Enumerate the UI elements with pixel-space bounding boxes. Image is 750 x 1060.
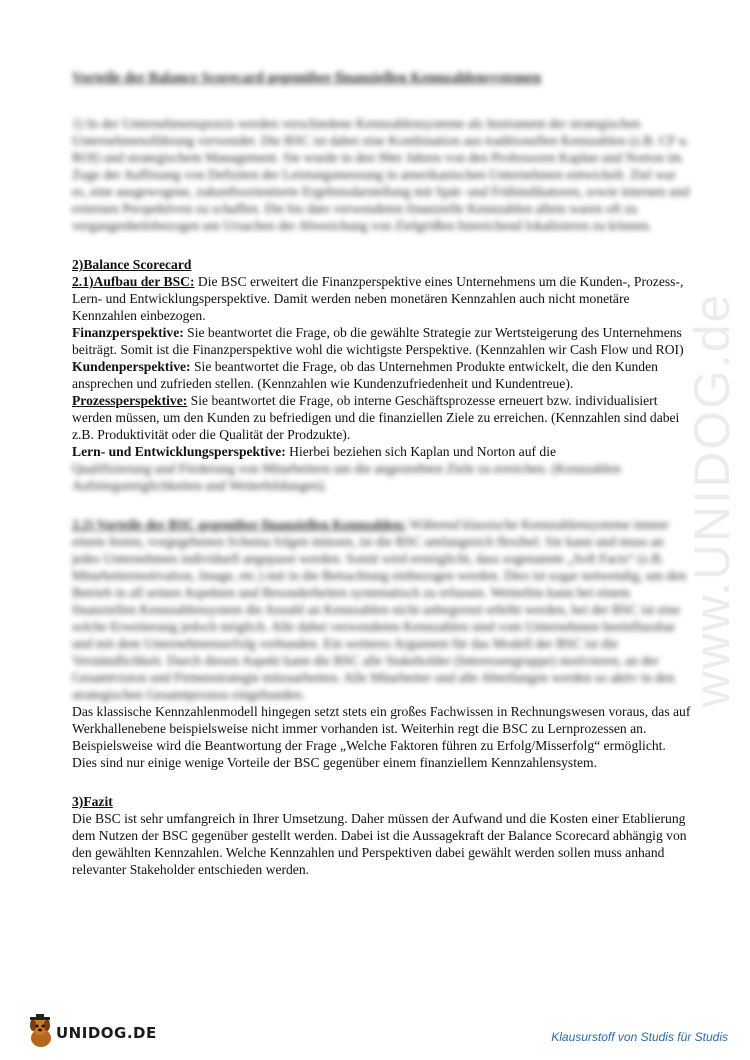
label-finanzperspektive: Finanzperspektive: bbox=[72, 325, 184, 340]
label-lernperspektive: Lern- und Entwicklungsperspektive: bbox=[72, 444, 286, 459]
text-finanzperspektive: Sie beantwortet die Frage, ob die gewählte Strategie zur Wertsteigerung des Unternehmens beiträgt. Somit ist die Finanzperspektive wohl die wichtigste Perspektive. (Kennzahlen wir Cash Flow und ROI) bbox=[72, 325, 684, 357]
paragraph-fazit: Die BSC ist sehr umfangreich in Ihrer Umsetzung. Daher müssen der Aufwand und die Kosten einer Etablierung dem Nutzen der BSC gegenüber gestellt werden. Dabei ist die Aussagekraft der Balance Scorecard abhängig von den gewählten Kennzahlen. Welche Kennzahlen und Perspektiven dabei gewählt werden sollen muss anhand relevanter Stakeholder entschieden werden. bbox=[72, 811, 687, 877]
document-body bbox=[72, 70, 692, 878]
section-balance-scorecard bbox=[72, 256, 692, 771]
paragraph-prozess bbox=[72, 392, 692, 443]
text-prozessperspektive: Sie beantwortet die Frage, ob interne Geschäftsprozesse erneuert bzw. individualisiert werden müssen, um den Kunden zu befriedigen und die finanziellen Ziele zu erreichen. (Kennzahlen sind dabei z.B. Produktivität oder die Qualität der Prodzukte). bbox=[72, 393, 680, 442]
text-lernperspektive: Hierbei beziehen sich Kaplan und Norton auf die bbox=[285, 444, 557, 459]
label-aufbau: 2.1)Aufbau der BSC: bbox=[72, 274, 195, 289]
section-fazit bbox=[72, 793, 692, 878]
paragraph-vorteile: Das klassische Kennzahlenmodell hingegen setzt stets ein großes Fachwissen in Rechnungswesen voraus, das auf Werkhallenebene beispielsweise nicht immer vorhanden ist. Weiterhin regt die BSC zu Lernprozessen an. Beispielsweise wird die Beantwortung der Frage „Welche Faktoren führen zu Erfolg/Misserfolg“ ermöglicht. Dies sind nur einige wenige Vorteile der BSC gegenüber einem finanziellem Kennzahlensystem. bbox=[72, 704, 691, 770]
logo-text: UNIDOG.DE bbox=[56, 1024, 157, 1042]
section-heading-bsc: 2)Balance Scorecard bbox=[72, 257, 192, 272]
label-kundenperspektive: Kundenperspektive: bbox=[72, 359, 191, 374]
watermark-text: www.UNIDOG.de bbox=[684, 292, 740, 708]
text-kundenperspektive: Sie beantwortet die Frage, ob das Unternehmen Produkte entwickelt, die den Kunden ansprechen und zufrieden stellen. (Kennzahlen wie Kundenzufriedenheit und Kundentreue). bbox=[72, 359, 658, 391]
text-vorteile-blurred: Während klassische Kennzahlensysteme immer einem festen, vorgegebenen Schema folgen müssen, ist die BSC umfangreich flexibel. Sie kann und muss an jedes Unternehmen individuell angepasst werden. Somit wird ermöglicht, dass sogenannte „Soft Facts“ (z.B. Mitarbeitermotivation, Image, etc.) mit in die Betrachtung einbezogen werden. Dies ist sogar notwendig, um den Betrieb in all seinen Aspekten und Besonderheiten systematisch zu erfassen. Weiterhin kann bei einem finanziellen Kennzahlensystem die Anzahl an Kennzahlen nicht unbegrenzt erhöht werden, bei der BSC ist eine solche Erweiterung jedoch möglich. Alle dabei verwendeten Kennzahlen sind vom Unternehmen beeinflussbar und mit dem Unternehmenserfolg verbunden. Ein weiteres Argument für das Modell der BSC ist die Verständlichkeit. Durch diesen Aspekt kann die BSC alle Stakeholder (Interessengruppe) motivieren, an der Gesamtvision und Firmenstrategie mitzuarbeiten. Alle Mitarbeiter und alle Abteilungen werden so aktiv in den strategischen Gesamtprozess eingebunden. bbox=[72, 517, 687, 702]
paragraph-kunden bbox=[72, 358, 692, 392]
unidog-logo bbox=[24, 1014, 164, 1050]
document-title: Vorteile der Balance Scorecard gegenüber finanziellen Kennzahlensystemen bbox=[72, 70, 542, 86]
footer-caption: Klausurstoff von Studis für Studis bbox=[551, 1030, 728, 1044]
label-prozessperspektive: Prozessperspektive: bbox=[72, 393, 188, 408]
intro-paragraph: 1) In der Unternehmenspraxis werden verschiedene Kennzahlensysteme als Instrument der strategischen Unternehmensführung verwendet. Die BSC ist dabei eine Kombination aus traditionellen Kennzahlen (z.B. CF u. ROI) und strategischem Management. Sie wurde in den 90er Jahren von den Professoren Kaplan und Norton im Zuge der Auflösung von Defiziten der Leistungsmessung in amerikanischen Unternehmen entwickelt. Ziel war es, eine ausgewogene, zukunftsorientierte Ergebnisdarstellung mit Spät- und Frühindikatoren, sowie internen und externen Perspektiven zu schaffen. Die bis dato verwendeten finanzielle Kennzahlen allein waren oft zu vergangenheitsbezogen um Ursachen der Abweichung von Zielgrößen hinreichend lokalisieren zu können. bbox=[72, 116, 690, 233]
label-vorteile: 2.2) Vorteile der BSC gegenüber finanziellen Kennzahlen: bbox=[72, 517, 407, 532]
paragraph-lern bbox=[72, 443, 692, 460]
section-heading-fazit: 3)Fazit bbox=[72, 794, 113, 809]
paragraph-finanz bbox=[72, 324, 692, 358]
text-aufbau: Die BSC erweitert die Finanzperspektive eines Unternehmens um die Kunden-, Prozess-, Lern- und Entwicklungsperspektive. Damit werden neben monetären Kennzahlen auch nicht monetäre Kennzahlen einbezogen. bbox=[72, 274, 684, 323]
paragraph-vorteile-blurred bbox=[72, 516, 692, 703]
text-lernperspektive-blurred: Qualifizierung und Förderung von Mitarbeitern um die angestrebten Ziele zu erreichen. (Kennzahlen Aufstiegsmöglichkeiten und Weiterbildungen). bbox=[72, 461, 621, 493]
dog-mascot-icon bbox=[24, 1014, 58, 1050]
paragraph-aufbau bbox=[72, 273, 692, 324]
